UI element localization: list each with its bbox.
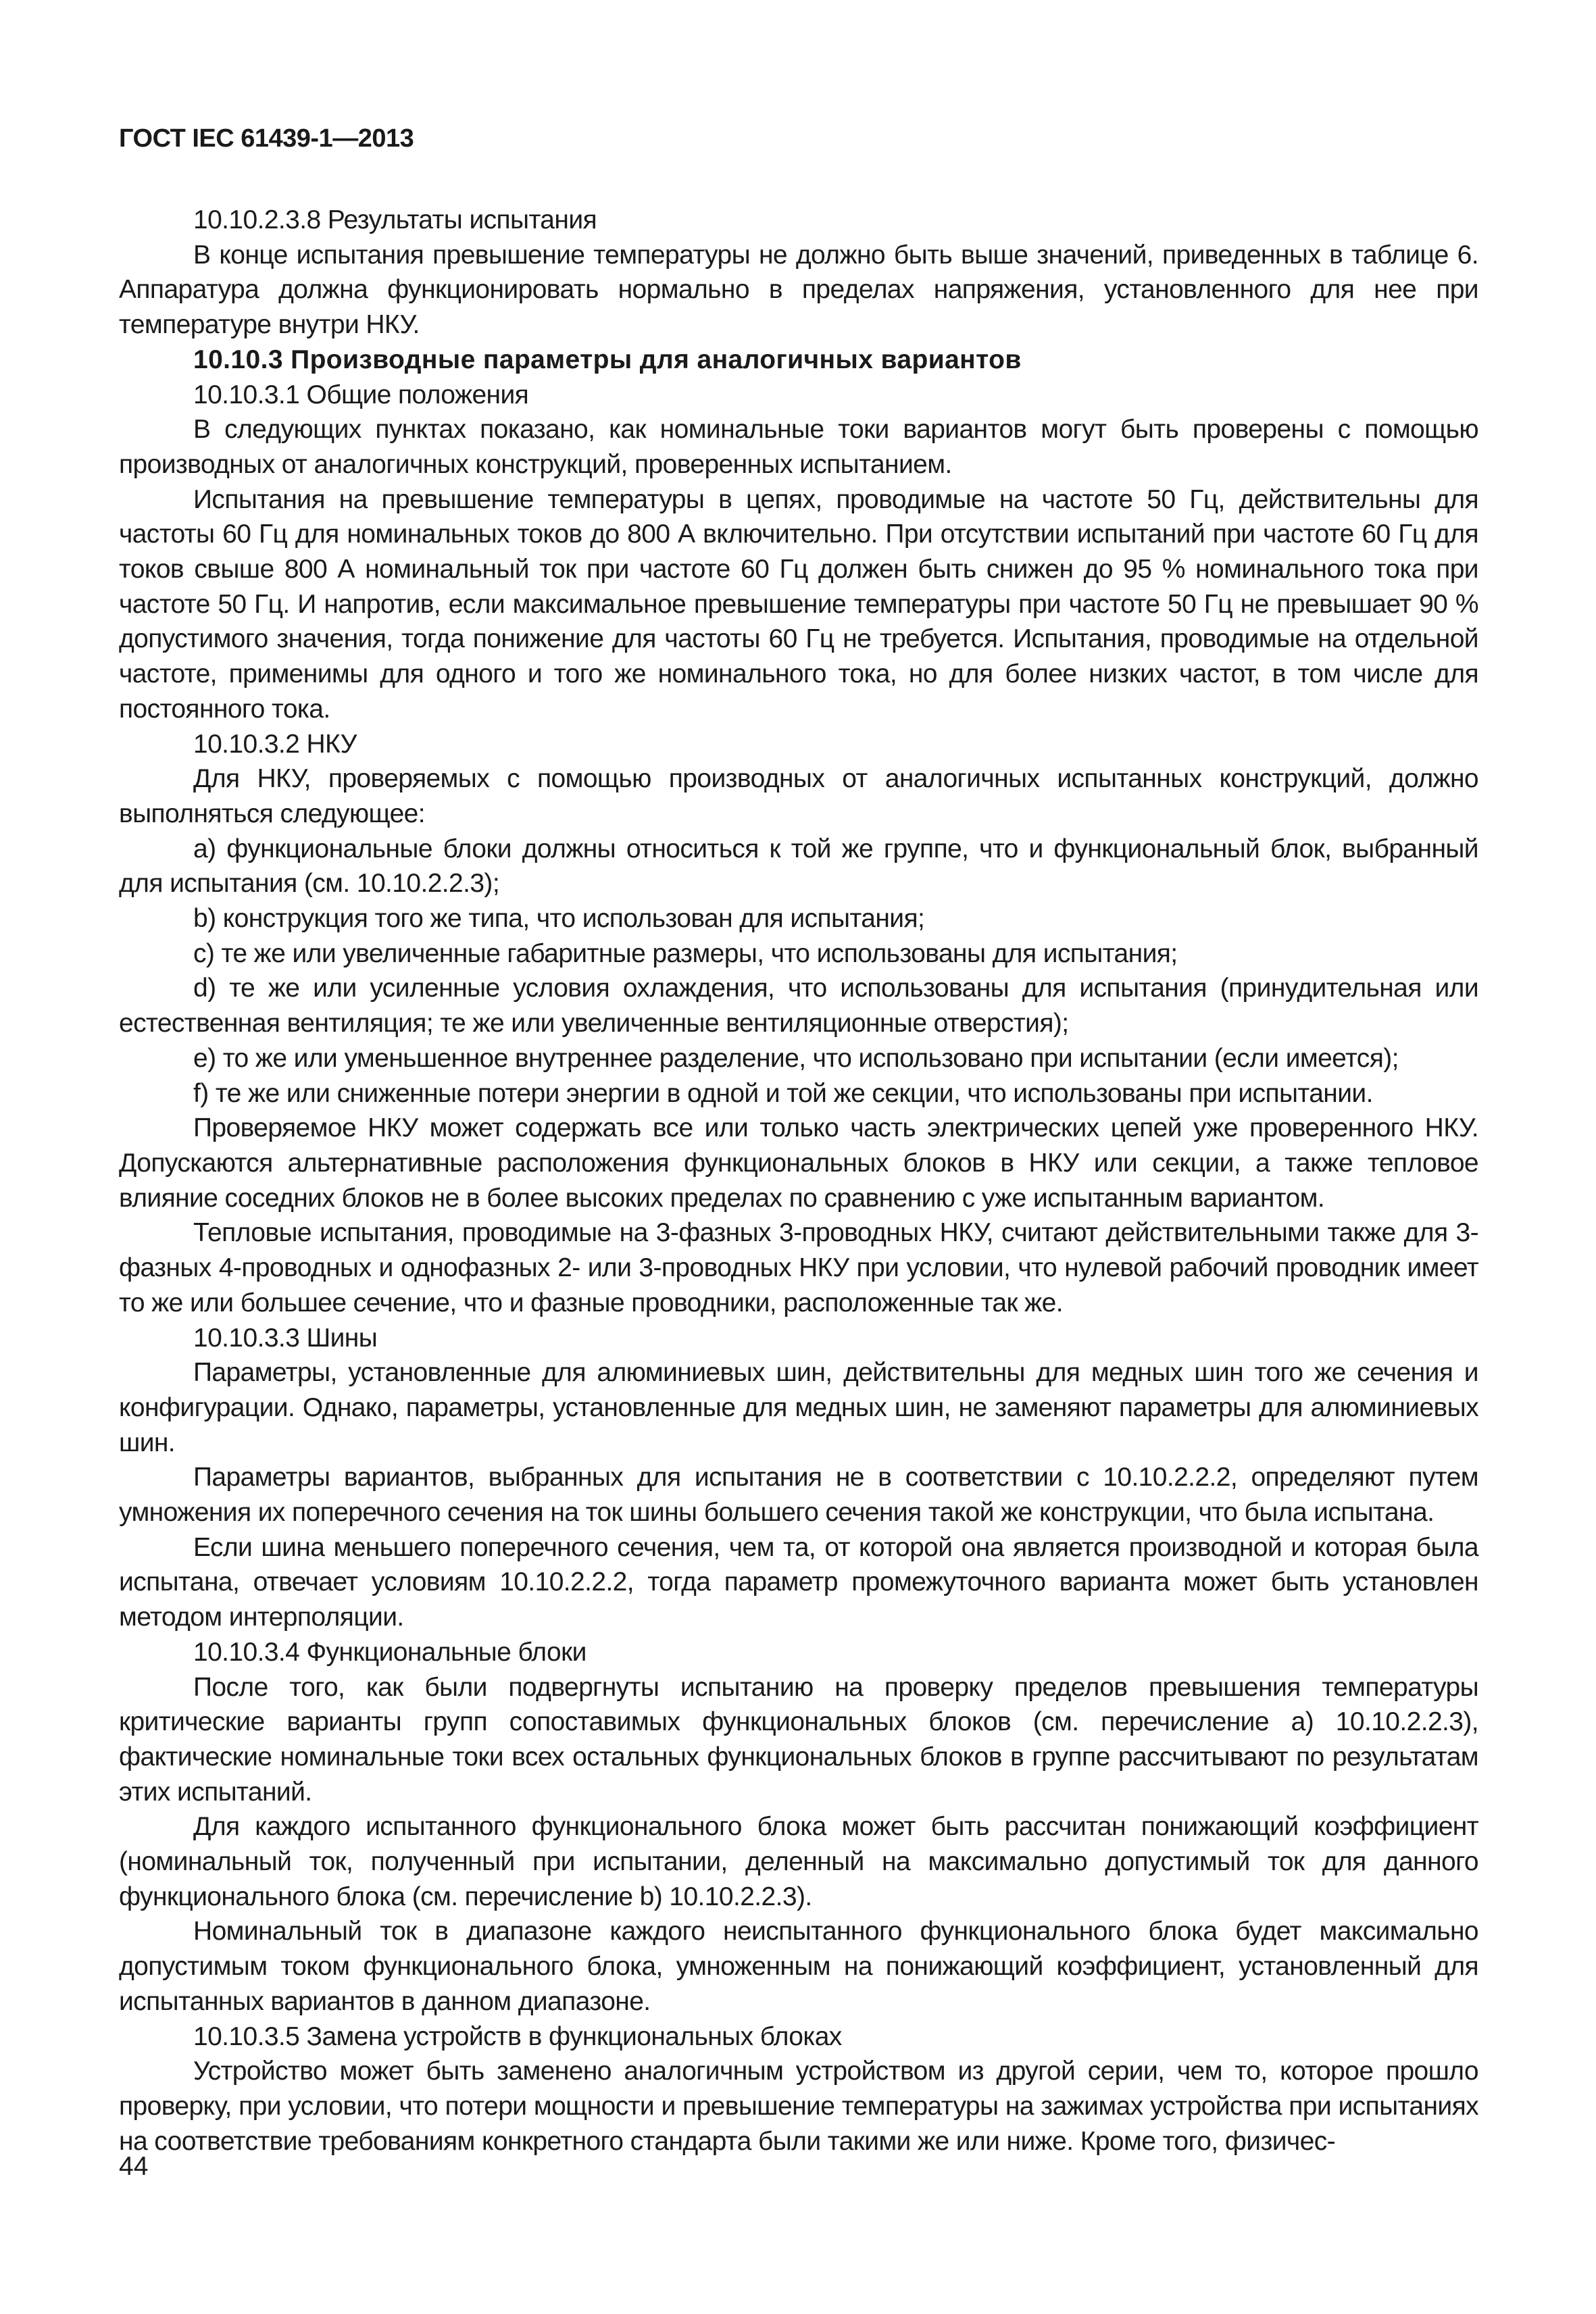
- document-header: ГОСТ IEC 61439-1—2013: [119, 124, 414, 153]
- clause-heading: 10.10.2.3.8 Результаты испытания: [193, 205, 597, 234]
- clause-heading: 10.10.3.2 НКУ: [193, 729, 357, 759]
- list-item: f) те же или сниженные потери энергии в одной и той же секции, что использованы при испытании.: [193, 1078, 1373, 1108]
- list-item: d) те же или усиленные условия охлаждения, что использованы для испытания (принудительная или естественная вентиляция; те же или увеличенные вентиляционные отверстия);: [119, 974, 1478, 1038]
- clause-heading: 10.10.3.1 Общие положения: [193, 380, 529, 409]
- document-body: [119, 203, 1478, 2159]
- list-item: b) конструкция того же типа, что использован для испытания;: [193, 904, 925, 934]
- paragraph: Устройство может быть заменено аналогичным устройством из другой серии, чем то, которое прошло проверку, при условии, что потери мощности и превышение температуры на зажимах устройства при испытаниях на соответствие требованиям конкретного стандарта были такими же или ниже. Кроме того, физичес-: [119, 2057, 1478, 2156]
- paragraph: Если шина меньшего поперечного сечения, чем та, от которой она является производной и которая была испытана, отвечает условиям 10.10.2.2.2, тогда параметр промежуточного варианта может быть установлен методом интерполяции.: [119, 1532, 1478, 1632]
- clause-heading: 10.10.3.3 Шины: [193, 1323, 378, 1353]
- paragraph: Номинальный ток в диапазоне каждого неиспытанного функционального блока будет максимально допустимым током функционального блока, умноженным на понижающий коэффициент, установленный для испытанных вариантов в данном диапазоне.: [119, 1917, 1478, 2016]
- list-item: a) функциональные блоки должны относиться к той же группе, что и функциональный блок, выбранный для испытания (см. 10.10.2.2.3);: [119, 834, 1478, 899]
- paragraph: В конце испытания превышение температуры не должно быть выше значений, приведенных в таблице 6. Аппаратура должна функционировать нормально в пределах напряжения, установленного для нее при температуре внутри НКУ.: [119, 240, 1478, 340]
- paragraph: Для каждого испытанного функционального блока может быть рассчитан понижающий коэффициент (номинальный ток, полученный при испытании, деленный на максимально допустимый ток для данного функционального блока (см. перечисление b) 10.10.2.2.3).: [119, 1812, 1478, 1911]
- list-item: c) те же или увеличенные габаритные размеры, что использованы для испытания;: [193, 938, 1178, 968]
- page-number: 44: [119, 2152, 149, 2181]
- section-heading: 10.10.3 Производные параметры для аналогичных вариантов: [193, 345, 1022, 374]
- paragraph: После того, как были подвергнуты испытанию на проверку пределов превышения температуры критические варианты групп сопоставимых функциональных блоков (см. перечисление а) 10.10.2.2.3), фактические номинальные токи всех остальных функциональных блоков в группе рассчитывают по результатам этих испытаний.: [119, 1672, 1478, 1807]
- paragraph: Параметры, установленные для алюминиевых шин, действительны для медных шин того же сечения и конфигурации. Однако, параметры, установленные для медных шин, не заменяют параметры для алюминиевых шин.: [119, 1358, 1478, 1457]
- paragraph: Испытания на превышение температуры в цепях, проводимые на частоте 50 Гц, действительны для частоты 60 Гц для номинальных токов до 800 А включительно. При отсутствии испытаний при частоте 60 Гц для токов свыше 800 А номинальный ток при частоте 60 Гц должен быть снижен до 95 % номинального тока при частоте 50 Гц. И напротив, если максимальное превышение температуры при частоте 50 Гц не превышает 90 % допустимого значения, тогда понижение для частоты 60 Гц не требуется. Испытания, проводимые на отдельной частоте, применимы для одного и того же номинального тока, но для более низких частот, в том числе для постоянного тока.: [119, 484, 1478, 724]
- paragraph: Для НКУ, проверяемых с помощью производных от аналогичных испытанных конструкций, должно выполняться следующее:: [119, 764, 1478, 828]
- clause-heading: 10.10.3.5 Замена устройств в функциональных блоках: [193, 2021, 842, 2051]
- paragraph: Параметры вариантов, выбранных для испытания не в соответствии с 10.10.2.2.2, определяют путем умножения их поперечного сечения на ток шины большего сечения такой же конструкции, что была испытана.: [119, 1463, 1478, 1528]
- paragraph: Тепловые испытания, проводимые на 3-фазных 3-проводных НКУ, считают действительными также для 3-фазных 4-проводных и однофазных 2- или 3-проводных НКУ при условии, что нулевой рабочий проводник имеет то же или большее сечение, что и фазные проводники, расположенные так же.: [119, 1218, 1478, 1317]
- clause-heading: 10.10.3.4 Функциональные блоки: [193, 1637, 587, 1667]
- paragraph: В следующих пунктах показано, как номинальные токи вариантов могут быть проверены с помощью производных от аналогичных конструкций, проверенных испытанием.: [119, 415, 1478, 479]
- paragraph: Проверяемое НКУ может содержать все или только часть электрических цепей уже проверенного НКУ. Допускаются альтернативные расположения функциональных блоков в НКУ или секции, а также тепловое влияние соседних блоков не в более высоких пределах по сравнению с уже испытанным вариантом.: [119, 1113, 1478, 1213]
- list-item: e) то же или уменьшенное внутреннее разделение, что использовано при испытании (если имеется);: [193, 1043, 1399, 1073]
